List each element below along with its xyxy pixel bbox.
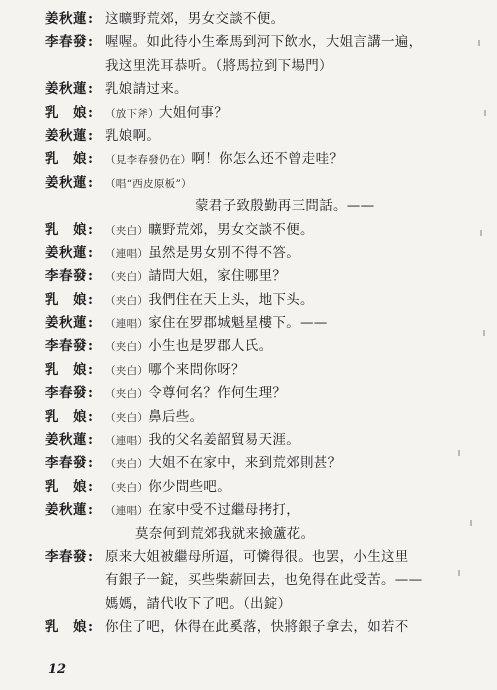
line-text: 令尊何名？作何生理？: [148, 385, 287, 402]
line-text: 原来大姐被繼母所逼，可憐得很。也罢，小生这里: [105, 548, 409, 565]
dialogue-text: [105, 265, 286, 289]
margin-speck: [478, 40, 480, 46]
speaker-name: 乳 娘 :: [45, 406, 93, 429]
line-text: 在家中受不过繼母拷打，: [148, 502, 301, 519]
dialogue-text: [105, 8, 284, 31]
margin-speck: [484, 110, 486, 116]
line-text: 鼻后些。: [148, 408, 204, 425]
dialogue-line: [0, 265, 497, 288]
page-number: 12: [48, 662, 67, 677]
stage-direction: （連唱）: [105, 435, 149, 448]
margin-speck: [470, 520, 472, 526]
dialogue-line: [0, 102, 497, 125]
dialogue-text: [105, 78, 188, 101]
stage-direction: （連唱）: [105, 318, 149, 331]
dialogue-text: [105, 569, 422, 592]
speaker-name: 乳 娘 :: [45, 148, 93, 171]
speaker-name: 姜秋蓮 :: [45, 499, 93, 522]
line-text: 蒙君子致殷勤再三問話。——: [195, 198, 375, 215]
dialogue-text: [105, 382, 286, 406]
dialogue-line: [0, 195, 497, 218]
speaker-name: 姜秋蓮 :: [45, 8, 93, 31]
speaker-name: 姜秋蓮 :: [45, 125, 93, 148]
line-text: 你住了吧，休得在此奚落，快將銀子拿去，如若不: [105, 619, 409, 636]
line-text: 有銀子一錠，买些柴薪回去，也免得在此受苦。——: [105, 572, 423, 589]
line-text: 曠野荒郊，男女交談不便。: [148, 221, 314, 238]
speaker-name: 乳 娘 :: [45, 102, 93, 125]
line-text: 喔喔。如此待小生牽馬到河下飲水，大姐言講一遍，: [105, 34, 423, 51]
dialogue-text: [105, 312, 328, 336]
stage-direction: （放下斧）: [105, 107, 159, 120]
stage-direction: （夹白）: [105, 271, 149, 284]
speaker-name: 姜秋蓮 :: [45, 429, 93, 452]
dialogue-text: [105, 125, 160, 148]
line-text: 乳娘請过来。: [105, 81, 188, 98]
line-text: 哪个来問你呀？: [148, 361, 245, 378]
line-text: 乳娘啊。: [105, 127, 161, 144]
stage-direction: （見李春發仍在）: [105, 154, 192, 167]
stage-direction: （連唱）: [105, 505, 149, 518]
dialogue-line: [0, 312, 497, 335]
dialogue-text: [105, 172, 192, 196]
dialogue-text: [105, 499, 300, 523]
speaker-name: 姜秋蓮 :: [45, 312, 93, 335]
line-text: 媽媽，請代收下了吧。（出錠）: [105, 595, 292, 612]
line-text: 請問大姐，家住哪里？: [148, 268, 287, 285]
dialogue-text: [105, 452, 341, 476]
stage-direction: （夹白）: [105, 411, 149, 424]
dialogue-text: [105, 359, 245, 383]
dialogue-text: [135, 523, 314, 546]
dialogue-line: [0, 499, 497, 522]
line-text: 我这里洗耳恭听。（將馬拉到下場門）: [105, 57, 333, 74]
stage-direction: （夹白）: [105, 364, 149, 377]
line-text: 啊！你怎么还不曾走哇？: [191, 151, 344, 168]
dialogue-line: [0, 31, 497, 54]
line-text: 我的父名姜韶貿易天涯。: [148, 432, 301, 449]
speaker-name: 乳 娘 :: [45, 289, 93, 312]
speaker-name: 姜秋蓮 :: [45, 78, 93, 101]
speaker-name: 李春發 :: [45, 546, 93, 569]
speaker-name: 乳 娘 :: [45, 476, 93, 499]
dialogue-text: [105, 476, 231, 500]
dialogue-text: [195, 195, 374, 218]
dialogue-text: [105, 616, 409, 639]
margin-speck: [483, 330, 485, 336]
speaker-name: 李春發 :: [45, 452, 93, 475]
dialogue-line: [0, 569, 497, 592]
dialogue-text: [105, 31, 422, 54]
stage-direction: （夹白）: [105, 341, 149, 354]
margin-speck: [458, 570, 460, 576]
dialogue-line: [0, 476, 497, 499]
speaker-name: 李春發 :: [45, 31, 93, 54]
line-text: 我們住在天上头，地下头。: [148, 291, 314, 308]
line-text: 莫奈何到荒郊我就来撿蘆花。: [135, 525, 315, 542]
line-text: 家住在罗郡城魁星樓下。——: [148, 315, 328, 332]
speaker-name: 乳 娘 :: [45, 616, 93, 639]
dialogue-text: [105, 335, 272, 359]
speaker-name: 乳 娘 :: [45, 219, 93, 242]
dialogue-text: [105, 289, 314, 313]
dialogue-text: [105, 102, 228, 126]
speaker-name: 李春發 :: [45, 382, 93, 405]
dialogue-script: [0, 8, 497, 640]
stage-direction: （夹白）: [105, 224, 149, 237]
stage-direction: （夹白）: [105, 294, 149, 307]
dialogue-text: [105, 55, 333, 78]
dialogue-line: [0, 55, 497, 78]
dialogue-line: [0, 78, 497, 101]
dialogue-text: [105, 593, 291, 616]
dialogue-text: [105, 429, 300, 453]
margin-speck: [480, 230, 482, 236]
dialogue-line: [0, 429, 497, 452]
dialogue-line: [0, 172, 497, 195]
line-text: 你少問些吧。: [148, 478, 232, 495]
speaker-name: 李春發 :: [45, 335, 93, 358]
dialogue-line: [0, 616, 497, 639]
speaker-name: 李春發 :: [45, 265, 93, 288]
dialogue-line: [0, 523, 497, 546]
dialogue-line: [0, 406, 497, 429]
dialogue-line: [0, 382, 497, 405]
dialogue-text: [105, 219, 314, 243]
dialogue-line: [0, 289, 497, 312]
dialogue-line: [0, 219, 497, 242]
dialogue-line: [0, 335, 497, 358]
dialogue-line: [0, 8, 497, 31]
dialogue-line: [0, 359, 497, 382]
stage-direction: （夹白）: [105, 481, 149, 494]
dialogue-text: [105, 406, 203, 430]
line-text: 大姐不在家中，来到荒郊則甚？: [148, 455, 342, 472]
stage-direction: （夹白）: [105, 388, 149, 401]
stage-direction: （連唱）: [105, 247, 149, 260]
speaker-name: 乳 娘 :: [45, 359, 93, 382]
dialogue-text: [105, 148, 343, 172]
speaker-name: 姜秋蓮 :: [45, 172, 93, 195]
dialogue-text: [105, 242, 300, 266]
dialogue-line: [0, 452, 497, 475]
line-text: 这曠野荒郊，男女交談不便。: [105, 11, 285, 27]
line-text: 虽然是男女别不得不答。: [148, 244, 301, 261]
speaker-name: 姜秋蓮 :: [45, 242, 93, 265]
dialogue-line: [0, 125, 497, 148]
stage-direction: （夹白）: [105, 458, 149, 471]
dialogue-text: [105, 546, 409, 569]
stage-direction: （唱“西皮原板”）: [105, 177, 192, 190]
line-text: 小生也是罗郡人氏。: [148, 338, 273, 355]
dialogue-line: [0, 546, 497, 569]
dialogue-line: [0, 148, 497, 171]
margin-speck: [458, 450, 460, 456]
line-text: 大姐何事？: [159, 104, 228, 121]
dialogue-line: [0, 593, 497, 616]
dialogue-line: [0, 242, 497, 265]
